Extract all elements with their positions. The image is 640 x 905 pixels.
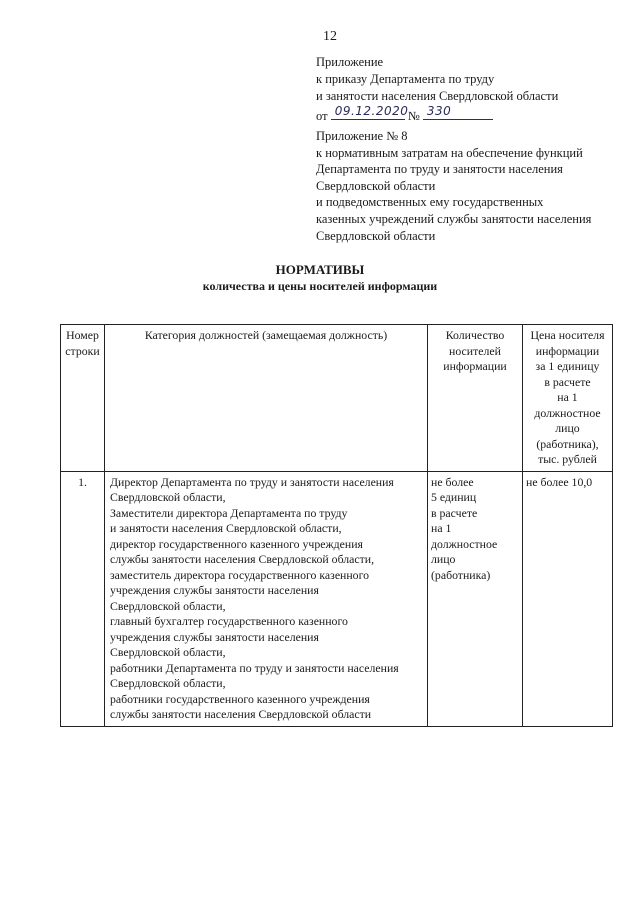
table-row (61, 471, 613, 726)
number-prefix: № (407, 109, 420, 123)
appendix-block (316, 54, 558, 125)
annex-line: к нормативным затратам на обеспечение функций (316, 145, 583, 160)
handwritten-date: 09.12.2020 (334, 104, 409, 118)
document-subtitle: количества и цены носителей информации (202, 279, 438, 293)
category-cell: Директор Департамента по труду и занятости населения Свердловской области, Заместители директора Департамента по труду и занятости населения Свердловской области, директор государственного казенного учреждения службы занятости населения Свердловской области, заместитель директора государственного казенного учреждения службы занятости населения Свердловской области, главный бухгалтер государственного казенного учреждения службы занятости населения Свердловской области, работники Департамента по труду и занятости населения Свердловской области, работники государственного казенного учреждения службы занятости населения Свердловской области (105, 471, 428, 726)
appendix-date-number-line (316, 105, 558, 125)
price-cell: не более 10,0 (523, 471, 613, 726)
quantity-cell: не более 5 единиц в расчете на 1 должностное лицо (работника) (428, 471, 523, 726)
annex-line: и подведомственных ему государственных (316, 195, 544, 210)
appendix-department-line: и занятости населения Свердловской области (316, 89, 559, 103)
norms-table (60, 324, 613, 727)
number-field (423, 105, 493, 120)
annex-line: Свердловской области (316, 178, 436, 193)
date-field (331, 104, 409, 120)
annex-line: Свердловской области (316, 228, 436, 243)
page-number: 12 (323, 29, 337, 44)
header-row-number: Номер строки (61, 325, 105, 472)
annex-line: казенных учреждений службы занятости населения (316, 211, 592, 226)
document-title: НОРМАТИВЫ (275, 262, 365, 277)
annex-line: Приложение № 8 (316, 129, 408, 143)
date-prefix: от (316, 109, 328, 123)
annex-block (316, 128, 591, 244)
appendix-title: Приложение (316, 55, 384, 69)
appendix-order-line: к приказу Департамента по труду (316, 72, 495, 86)
header-quantity: Количество носителей информации (428, 325, 523, 472)
table-header-row (61, 325, 613, 472)
header-price: Цена носителя информации за 1 единицу в расчете на 1 должностное лицо (работника), тыс. рублей (523, 325, 613, 472)
handwritten-number: 330 (426, 104, 452, 118)
header-category: Категория должностей (замещаемая должность) (105, 325, 428, 472)
row-number-cell: 1. (61, 471, 105, 726)
annex-line: Департамента по труду и занятости населения (316, 162, 563, 177)
